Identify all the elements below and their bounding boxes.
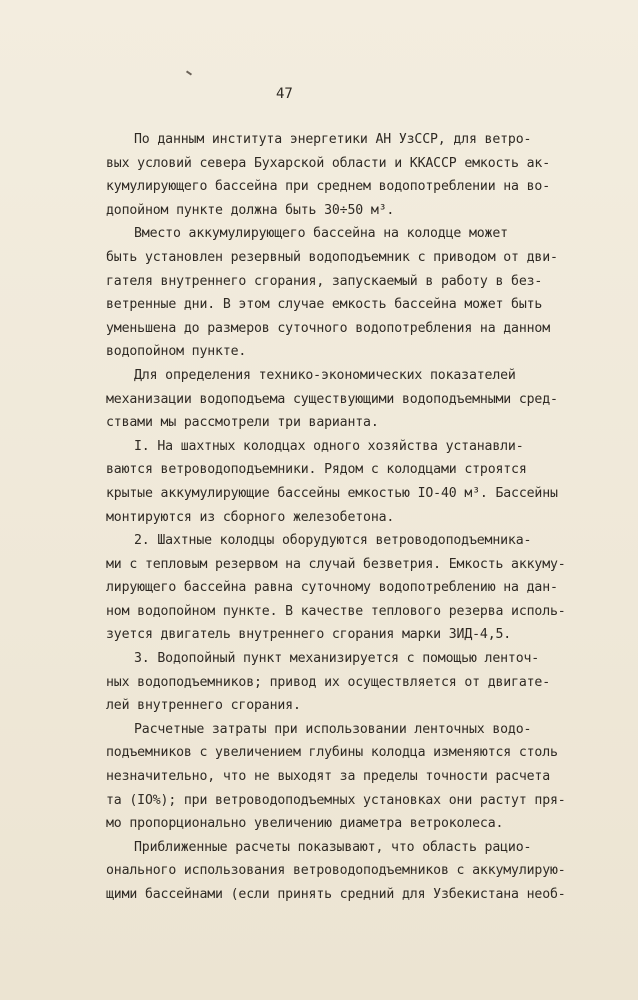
text-line: щими бассейнами (если принять средний для Узбекистана необ- <box>106 887 566 902</box>
text-line: та (IO%); при ветроводоподъемных установках они растут пря- <box>106 792 566 808</box>
text-line: механизации водоподъема существующими водоподъемными сред- <box>106 391 558 407</box>
text-line: лей внутреннего сгорания. <box>106 698 301 714</box>
text-line: кумулирующего бассейна при среднем водопотреблении на во- <box>106 179 551 195</box>
text-line: ных водоподъемников; привод их осуществляется от двигате- <box>106 674 551 690</box>
text-line: ном водопойном пункте. В качестве теплового резерва исполь- <box>106 603 566 619</box>
text-line: крытые аккумулирующие бассейны емкостью IO-40 м³. Бассейны <box>106 485 558 501</box>
text-line: гателя внутреннего сгорания, запускаемый в работу в без- <box>106 273 543 289</box>
text-line: ветренные дни. В этом случае емкость бассейна может быть <box>106 297 543 313</box>
text-line: онального использования ветроводоподъемников с аккумулирую- <box>106 863 566 879</box>
page-number: 47 <box>276 86 293 102</box>
text-line: зуется двигатель внутреннего сгорания марки ЗИД-4,5. <box>106 627 512 643</box>
text-line: ствами мы рассмотрели три варианта. <box>106 415 379 431</box>
text-line: незначительно, что не выходят за пределы точности расчета <box>106 769 551 785</box>
text-line: 3. Водопойный пункт механизируется с помощью ленточ- <box>134 651 540 667</box>
text-line: быть установлен резервный водоподъемник с приводом от дви- <box>106 249 558 265</box>
text-line: монтируются из сборного железобетона. <box>106 509 395 525</box>
text-line: ми с тепловым резервом на случай безветрия. Емкость аккуму- <box>106 556 566 572</box>
pen-mark <box>186 70 192 75</box>
text-line: Вместо аккумулирующего бассейна на колодце может <box>134 226 508 242</box>
text-line: мо пропорционально увеличению диаметра ветроколеса. <box>106 816 504 832</box>
text-line: Для определения технико-экономических показателей <box>134 367 516 383</box>
text-line: допойном пункте должна быть 30÷50 м³. <box>106 202 395 218</box>
text-line: По данным института энергетики АН УзССР, для ветро- <box>134 132 532 147</box>
text-line: Расчетные затраты при использовании ленточных водо- <box>134 721 532 737</box>
text-line: Приближенные расчеты показывают, что область рацио- <box>134 839 532 855</box>
body-text <box>106 128 566 907</box>
text-line: I. На шахтных колодцах одного хозяйства устанавли- <box>134 438 524 454</box>
text-line: 2. Шахтные колодцы оборудуются ветроводоподъемника- <box>134 533 532 549</box>
text-line: водопойном пункте. <box>106 344 247 360</box>
text-line: ваются ветроводоподъемники. Рядом с колодцами строятся <box>106 462 527 478</box>
text-line: вых условий севера Бухарской области и ККАССР емкость ак- <box>106 155 551 171</box>
text-line: подъемников с увеличением глубины колодца изменяются столь <box>106 745 558 761</box>
text-line: уменьшена до размеров суточного водопотребления на данном <box>106 320 551 336</box>
text-line: лирующего бассейна равна суточному водопотреблению на дан- <box>106 580 558 596</box>
